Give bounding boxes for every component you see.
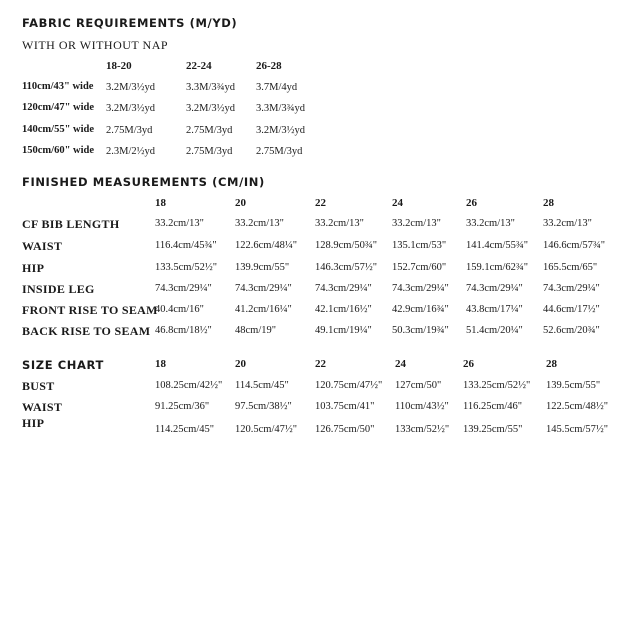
- fabric-requirements-title: FABRIC REQUIREMENTS (M/YD): [22, 16, 238, 30]
- fabric-col-head: 26-28: [256, 60, 282, 72]
- finished-cell: 42.9cm/16¾": [392, 304, 449, 315]
- finished-cell: 43.8cm/17¼": [466, 304, 523, 315]
- finished-cell: 139.9cm/55": [235, 262, 290, 273]
- finished-cell: 49.1cm/19¼": [315, 325, 372, 336]
- finished-cell: 159.1cm/62¾": [466, 262, 529, 273]
- size-chart-row-label: BUST: [22, 379, 55, 393]
- size-chart-cell: 127cm/50": [395, 380, 442, 391]
- finished-cell: 33.2cm/13": [315, 218, 364, 229]
- finished-cell: 42.1cm/16½": [315, 304, 372, 315]
- finished-cell: 52.6cm/20¾": [543, 325, 600, 336]
- finished-cell: 74.3cm/29¼": [155, 283, 212, 294]
- fabric-cell: 3.2M/3½yd: [106, 103, 156, 114]
- size-chart-cell: 122.5cm/48½": [546, 401, 609, 412]
- fabric-cell: 3.3M/3¾yd: [186, 82, 236, 93]
- size-chart-row-label: HIP: [22, 416, 45, 430]
- finished-cell: 152.7cm/60": [392, 262, 447, 273]
- size-chart-cell: 120.75cm/47½": [315, 380, 383, 391]
- fabric-col-head: 18-20: [106, 60, 132, 72]
- finished-col-head: 20: [235, 197, 246, 209]
- finished-col-head: 26: [466, 197, 477, 209]
- finished-cell: 74.3cm/29¼": [392, 283, 449, 294]
- size-chart-cell: 120.5cm/47½": [235, 424, 298, 435]
- finished-cell: 128.9cm/50¾": [315, 240, 378, 251]
- finished-cell: 33.2cm/13": [543, 218, 592, 229]
- fabric-cell: 3.2M/3½yd: [256, 125, 306, 136]
- finished-cell: 51.4cm/20¼": [466, 325, 523, 336]
- fabric-row-label: 150cm/60" wide: [22, 145, 95, 156]
- finished-cell: 33.2cm/13": [155, 218, 204, 229]
- size-chart-cell: 133.25cm/52½": [463, 380, 531, 391]
- size-chart-cell: 114.25cm/45": [155, 424, 215, 435]
- size-chart-cell: 133cm/52½": [395, 424, 450, 435]
- finished-row-label: HIP: [22, 261, 45, 275]
- size-chart-cell: 97.5cm/38½": [235, 401, 292, 412]
- finished-col-head: 22: [315, 197, 326, 209]
- size-chart-col-head: 26: [463, 358, 474, 370]
- size-chart-cell: 91.25cm/36": [155, 401, 210, 412]
- finished-cell: 135.1cm/53": [392, 240, 447, 251]
- size-chart-title: SIZE CHART: [22, 358, 104, 372]
- fabric-row-label: 120cm/47" wide: [22, 102, 95, 113]
- size-chart-cell: 114.5cm/45": [235, 380, 289, 391]
- finished-col-head: 18: [155, 197, 166, 209]
- finished-row-label: CF BIB LENGTH: [22, 217, 120, 231]
- finished-cell: 33.2cm/13": [235, 218, 284, 229]
- finished-col-head: 24: [392, 197, 403, 209]
- finished-cell: 146.6cm/57¾": [543, 240, 606, 251]
- finished-cell: 48cm/19": [235, 325, 277, 336]
- finished-cell: 133.5cm/52½": [155, 262, 218, 273]
- finished-row-label: INSIDE LEG: [22, 282, 95, 296]
- finished-cell: 33.2cm/13": [466, 218, 515, 229]
- size-chart-cell: 103.75cm/41": [315, 401, 375, 412]
- finished-cell: 41.2cm/16¼": [235, 304, 292, 315]
- finished-cell: 146.3cm/57½": [315, 262, 378, 273]
- fabric-cell: 3.2M/3½yd: [106, 82, 156, 93]
- fabric-cell: 2.75M/3yd: [186, 146, 233, 157]
- finished-row-label: BACK RISE TO SEAM: [22, 324, 151, 338]
- fabric-cell: 3.3M/3¾yd: [256, 103, 306, 114]
- finished-cell: 116.4cm/45¾": [155, 240, 217, 251]
- fabric-cell: 3.7M/4yd: [256, 82, 298, 93]
- fabric-cell: 2.3M/2½yd: [106, 146, 156, 157]
- fabric-cell: 3.2M/3½yd: [186, 103, 236, 114]
- finished-cell: 40.4cm/16": [155, 304, 204, 315]
- size-chart-col-head: 18: [155, 358, 166, 370]
- finished-cell: 74.3cm/29¼": [315, 283, 372, 294]
- finished-cell: 33.2cm/13": [392, 218, 441, 229]
- size-chart-cell: 139.5cm/55": [546, 380, 601, 391]
- size-chart-cell: 108.25cm/42½": [155, 380, 223, 391]
- finished-row-label: FRONT RISE TO SEAM: [22, 303, 158, 317]
- finished-cell: 50.3cm/19¾": [392, 325, 449, 336]
- size-chart-cell: 116.25cm/46": [463, 401, 523, 412]
- finished-cell: 122.6cm/48¼": [235, 240, 298, 251]
- fabric-nap-subtitle: WITH OR WITHOUT NAP: [22, 38, 169, 52]
- fabric-row-label: 110cm/43" wide: [22, 81, 94, 92]
- finished-cell: 141.4cm/55¾": [466, 240, 529, 251]
- size-chart-cell: 145.5cm/57½": [546, 424, 609, 435]
- size-chart-cell: 126.75cm/50": [315, 424, 375, 435]
- size-chart-col-head: 22: [315, 358, 326, 370]
- size-chart-cell: 110cm/43½": [395, 401, 449, 412]
- finished-row-label: WAIST: [22, 239, 63, 253]
- size-chart-row-label: WAIST: [22, 400, 63, 414]
- fabric-cell: 2.75M/3yd: [186, 125, 233, 136]
- finished-cell: 74.3cm/29¼": [543, 283, 600, 294]
- size-chart-col-head: 20: [235, 358, 246, 370]
- finished-cell: 74.3cm/29¼": [235, 283, 292, 294]
- finished-col-head: 28: [543, 197, 554, 209]
- finished-cell: 46.8cm/18½": [155, 325, 212, 336]
- fabric-col-head: 22-24: [186, 60, 212, 72]
- size-chart-cell: 139.25cm/55": [463, 424, 523, 435]
- finished-measurements-title: FINISHED MEASUREMENTS (CM/IN): [22, 175, 265, 189]
- finished-cell: 165.5cm/65": [543, 262, 598, 273]
- finished-cell: 74.3cm/29¼": [466, 283, 523, 294]
- size-chart-col-head: 28: [546, 358, 557, 370]
- fabric-cell: 2.75M/3yd: [256, 146, 303, 157]
- size-chart-col-head: 24: [395, 358, 406, 370]
- fabric-cell: 2.75M/3yd: [106, 125, 153, 136]
- finished-cell: 44.6cm/17½": [543, 304, 600, 315]
- fabric-row-label: 140cm/55" wide: [22, 124, 95, 135]
